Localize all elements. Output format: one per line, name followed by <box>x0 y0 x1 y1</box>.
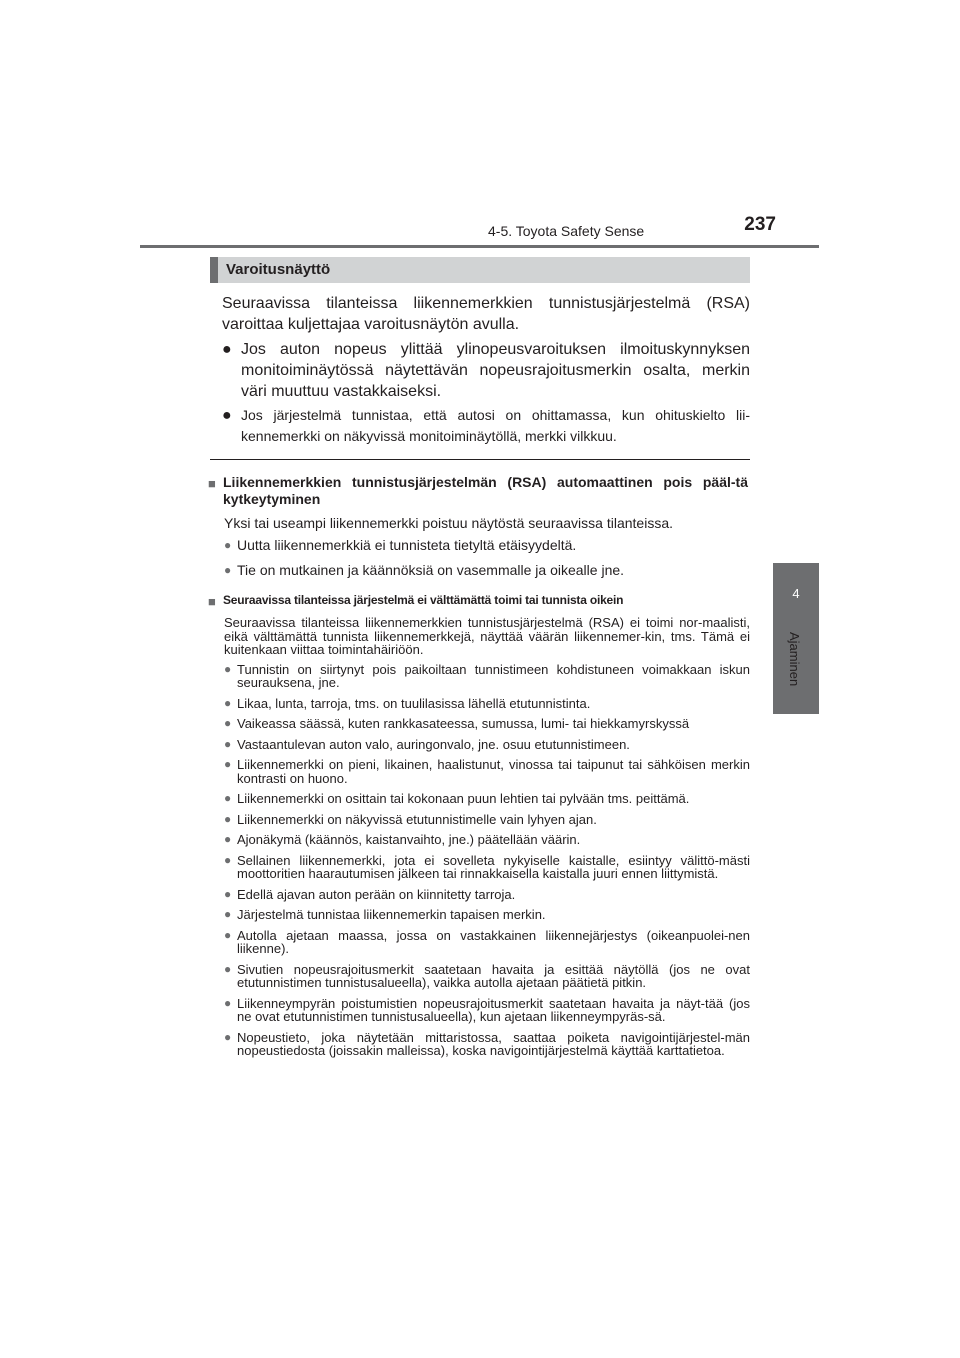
bullet-icon: ● <box>224 852 232 867</box>
list-item: ● Järjestelmä tunnistaa liikennemerkin tapaisen merkin. <box>224 907 546 922</box>
bullet-icon: ● <box>224 811 232 826</box>
auto-off-list <box>224 537 750 578</box>
section-divider <box>210 459 750 460</box>
chapter-tab-label <box>773 624 819 714</box>
not-working-heading: ■ Seuraavissa tilanteissa järjestelmä ei välttämättä toimi tai tunnista oikein <box>208 593 624 609</box>
bullet-icon: ● <box>224 907 232 921</box>
auto-off-heading: ■ Liikennemerkkien tunnistusjärjestelmän (RSA) automaattinen pois pääl-tä kytkeytyminen <box>208 474 748 507</box>
bullet-icon: ● <box>224 832 232 846</box>
list-item: ● Uutta liikennemerkkiä ei tunnisteta tietyltä etäisyydeltä. <box>224 537 577 553</box>
bullet-icon: ● <box>224 1029 232 1044</box>
bullet-icon: ● <box>224 995 232 1010</box>
square-bullet-icon: ■ <box>208 476 216 491</box>
bullet-icon: ● <box>224 757 232 771</box>
not-working-intro: Seuraavissa tilanteissa liikennemerkkien tunnistusjärjestelmä (RSA) ei toimi nor-maalisti, eikä välttämättä tunnista liikennemerkkejä, näyttää väärän liikennemer-kin, tms. Tämä ei kuitenkaan viittaa toimintahäiriöön. <box>224 615 750 657</box>
chapter-tab-number: 4 <box>773 563 819 624</box>
list-item: ● Liikennemerkki on osittain tai kokonaan puun lehtien tai pylvään tms. peittämä. <box>224 791 690 806</box>
list-item: ● Edellä ajavan auton perään on kiinnitetty tarroja. <box>224 886 516 902</box>
bullet-icon: ● <box>222 407 232 424</box>
main-content <box>210 257 750 1065</box>
bullet-icon: ● <box>224 695 232 710</box>
bullet-icon: ● <box>224 563 232 577</box>
list-item: ● Liikennemerkki on pieni, likainen, haalistunut, vinossa tai taipunut tai sähköisen merkin kontrasti on huono. <box>224 757 750 786</box>
bullet-icon: ● <box>224 886 232 901</box>
page-number: 237 <box>744 214 776 235</box>
header-section-title: 4-5. Toyota Safety Sense <box>488 223 645 239</box>
header-rule <box>140 245 819 248</box>
warning-section-list <box>222 339 750 447</box>
list-item: ● Jos auton nopeus ylittää ylinopeusvaroituksen ilmoituskynnyksen monitoiminäytössä näytettävän nopeusrajoitusmerkin osalta, merkin väri muuttuu vastakkaiseksi. <box>222 341 750 400</box>
square-bullet-icon: ■ <box>208 594 216 609</box>
warning-section-intro: Seuraavissa tilanteissa liikennemerkkien tunnistusjärjestelmä (RSA) varoittaa kuljettajaa varoitusnäytön avulla. <box>222 295 750 333</box>
list-item: ● Tie on mutkainen ja käännöksiä on vasemmalle ja oikealle jne. <box>224 562 625 578</box>
list-item: ● Jos järjestelmä tunnistaa, että autosi on ohittamassa, kun ohituskielto lii-kennemerkki on näkyvissä monitoiminäytöllä, merkki vilkkuu. <box>222 407 750 444</box>
chapter-label-text: Ajaminen <box>787 632 802 687</box>
list-item: ● Sivutien nopeusrajoitusmerkit saatetaan havaita ja esittää näytöllä (jos ne ovat etutunnistimen tunnistusalueella), vaikka autolla ajetaan päätietä pitkin. <box>224 961 750 990</box>
bullet-icon: ● <box>222 341 232 358</box>
list-item: ● Likaa, lunta, tarroja, tms. on tuulilasissa lähellä etutunnistinta. <box>224 695 591 711</box>
list-item: ● Autolla ajetaan maassa, jossa on vastakkainen liikennejärjestys (oikeanpuolei-nen liikenne). <box>224 927 750 956</box>
bullet-icon: ● <box>224 661 232 676</box>
page-header <box>0 0 960 250</box>
list-item: ● Tunnistin on siirtynyt pois paikoiltaan tunnistimeen kohdistuneen voimakkaan iskun seurauksena, jne. <box>224 661 750 690</box>
not-working-list <box>224 663 750 1058</box>
warning-section-heading: Varoitusnäyttö <box>210 257 750 283</box>
bullet-icon: ● <box>224 791 232 805</box>
bullet-icon: ● <box>224 961 232 976</box>
bullet-icon: ● <box>224 736 232 751</box>
list-item: ● Vaikeassa säässä, kuten rankkasateessa, sumussa, lumi- tai hiekkamyrskyssä <box>224 716 690 731</box>
bullet-icon: ● <box>224 716 232 730</box>
auto-off-intro: Yksi tai useampi liikennemerkki poistuu näytöstä seuraavissa tilanteissa. <box>224 515 673 531</box>
list-item: ● Liikenneympyrän poistumistien nopeusrajoitusmerkit saatetaan havaita ja näyt-tää (jos ne ovat etutunnistimen tunnistusalueella), kun ajetaan liikenneympyräs-sä. <box>224 995 750 1024</box>
list-item: ● Nopeustieto, joka näytetään mittaristossa, saattaa poiketa navigointijärjestel-män nopeustiedosta (joissakin malleissa), koska navigointijärjestelmä käyttää karttatietoa. <box>224 1029 750 1058</box>
bullet-icon: ● <box>224 927 232 942</box>
list-item: ● Sellainen liikennemerkki, jota ei sovelleta nykyiselle kaistalle, esiintyy välittö-mästi moottoritien haarautumisen jälkeen tai rinnakkaisella kaistalla juuri ennen liittymistä. <box>224 852 750 881</box>
bullet-icon: ● <box>224 538 232 552</box>
list-item: ● Liikennemerkki on näkyvissä etutunnistimelle vain lyhyen ajan. <box>224 811 597 827</box>
list-item: ● Vastaantulevan auton valo, auringonvalo, jne. osuu etutunnistimeen. <box>224 736 630 752</box>
list-item: ● Ajonäkymä (käännös, kaistanvaihto, jne.) päätellään väärin. <box>224 832 581 847</box>
